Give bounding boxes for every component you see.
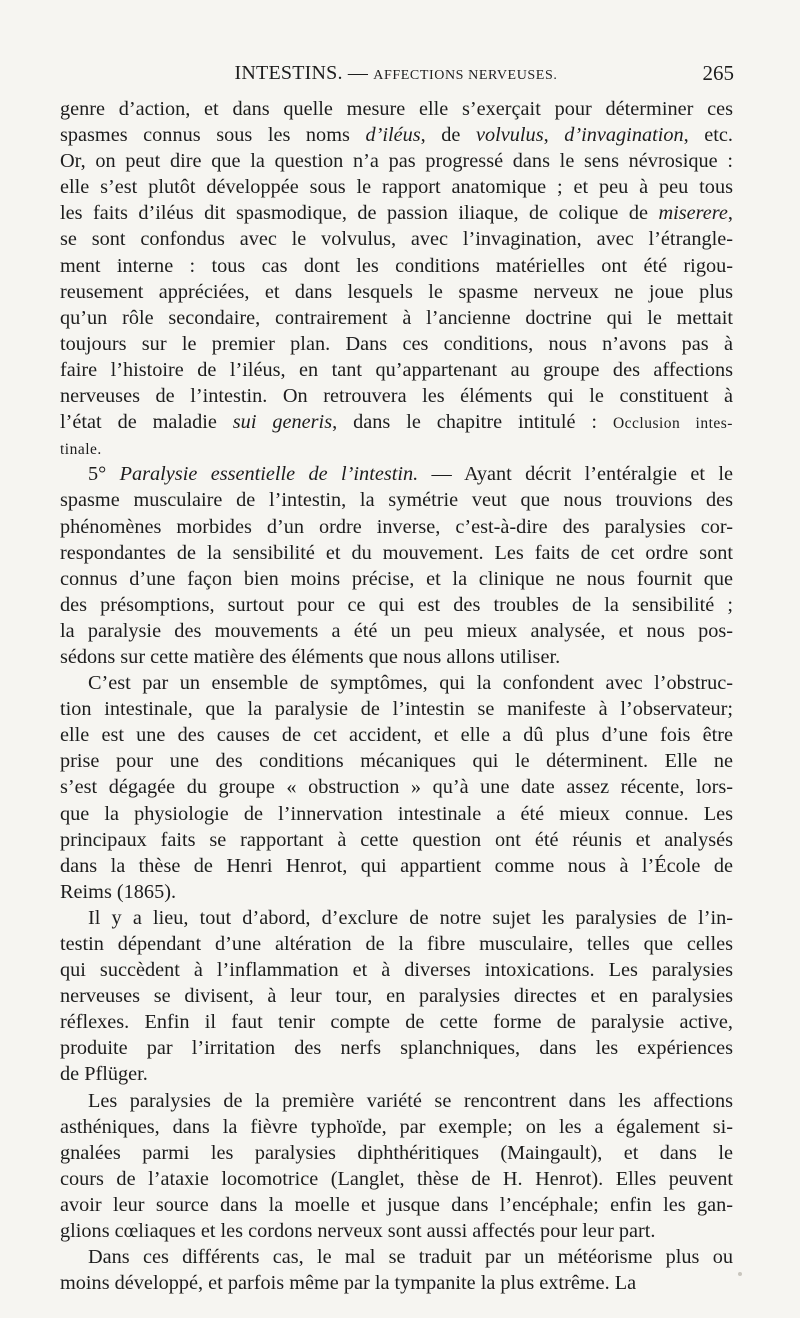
italic-text: miserere (658, 202, 728, 225)
text-line (60, 357, 733, 383)
text-run: Dans ces différents cas, le mal se traduit par un météorisme plus ou (88, 1246, 733, 1269)
text-run: cours de l’ataxie locomotrice (Langlet, thèse de H. Henrot). Elles peuvent (60, 1167, 733, 1190)
running-title (58, 58, 734, 91)
text-line (60, 253, 733, 279)
italic-text: volvulus (476, 124, 544, 147)
body-text (60, 96, 733, 1296)
text-run: — Ayant décrit l’entéralgie et le (418, 463, 733, 486)
running-header (58, 58, 734, 88)
small-caps-text: Occlusion intes- (612, 415, 733, 433)
text-run: elle est une des causes de cet accident, et elle a dû plus d’une fois être (60, 724, 733, 747)
text-line (60, 879, 733, 905)
text-run: qu’un rôle secondaire, contrairement à l’ancienne doctrine qui le mettait (60, 306, 733, 329)
text-run: genre d’action, et dans quelle mesure elle s’exerçait pour déterminer ces (60, 98, 733, 120)
running-title-separator: — (342, 62, 374, 84)
text-line (60, 1035, 733, 1061)
text-line (60, 1192, 733, 1218)
text-line (60, 540, 733, 566)
text-line (60, 566, 733, 592)
text-line (60, 514, 733, 540)
text-run: Les paralysies de la première variété se rencontrent dans les affections (88, 1089, 733, 1112)
text-line (60, 1244, 733, 1270)
text-run: ment interne : tous cas dont les conditions matérielles ont été rigou- (60, 254, 733, 277)
text-line (60, 801, 733, 827)
text-run: , de (420, 124, 476, 147)
text-run: qui succèdent à l’inflammation et à diverses intoxications. Les paralysies (60, 959, 733, 982)
text-run: Or, on peut dire que la question n’a pas progressé dans le sens névrosique : (60, 150, 733, 173)
text-run: spasmes connus sous les noms (60, 124, 366, 147)
text-run: principaux faits se rapportant à cette question ont été réunis et analysés (60, 828, 733, 851)
text-run: respondantes de la sensibilité et du mouvement. Les faits de cet ordre sont (60, 541, 733, 564)
text-run: produite par l’irritation des nerfs splanchniques, dans les expériences (60, 1037, 733, 1060)
running-title-subtitle: AFFECTIONS NERVEUSES. (373, 68, 558, 83)
text-line (60, 174, 733, 200)
text-run: gnalées parmi les paralysies diphthéritiques (Maingault), et dans le (60, 1141, 733, 1164)
text-line (60, 1140, 733, 1166)
text-run: s’est dégagée du groupe « obstruction » qu’à une date assez récente, lors- (60, 776, 733, 799)
text-line (60, 1166, 733, 1192)
italic-text: sui generis (232, 411, 333, 434)
paragraph (60, 905, 733, 1088)
text-line (60, 279, 733, 305)
text-run: nerveuses de l’intestin. On retrouvera les éléments qui le constituent à (60, 385, 733, 408)
text-run: avoir leur source dans la moelle et jusque dans l’encéphale; enfin les gan- (60, 1193, 733, 1216)
text-run: , dans le chapitre intitulé : (332, 411, 613, 434)
italic-text: d’iléus (365, 124, 421, 147)
text-line (60, 592, 733, 618)
text-run: faire l’histoire de l’iléus, en tant qu’appartenant au groupe des affections (60, 358, 733, 381)
text-line (60, 1088, 733, 1114)
text-line (60, 983, 733, 1009)
text-run: glions cœliaques et les cordons nerveux sont aussi affectés pour leur part. (60, 1220, 656, 1243)
italic-text: Paralysie essentielle de l’intestin. (119, 463, 419, 486)
text-line (60, 827, 733, 853)
text-run: moins développé, et parfois même par la tympanite la plus extrême. La (60, 1272, 637, 1295)
running-title-main: INTESTINS. (234, 62, 343, 84)
text-run: elle s’est plutôt développée sous le rapport anatomique ; et peu à peu tous (60, 176, 733, 199)
text-line (60, 618, 733, 644)
page-number: 265 (702, 61, 734, 85)
text-run: reusement appréciées, et dans lesquels le spasme nerveux ne joue plus (60, 280, 733, 303)
text-line (60, 670, 733, 696)
text-line (60, 305, 733, 331)
paragraph (60, 1088, 733, 1245)
text-line (60, 226, 733, 252)
text-line (60, 96, 733, 122)
text-run: testin dépendant d’une altération de la fibre musculaire, telles que celles (60, 933, 733, 955)
text-run: Il y a lieu, tout d’abord, d’exclure de notre sujet les paralysies de l’in- (88, 906, 733, 929)
text-line (60, 1009, 733, 1035)
text-run: les faits d’iléus dit spasmodique, de passion iliaque, de colique de (60, 202, 659, 225)
italic-text: d’invagination (564, 124, 684, 147)
text-run: de Pflüger. (60, 1063, 148, 1086)
text-run: , (543, 124, 565, 147)
text-line (60, 853, 733, 879)
text-line (60, 487, 733, 513)
text-line (60, 383, 733, 409)
text-line (60, 644, 733, 670)
paragraph (60, 1244, 733, 1296)
text-run: nerveuses se divisent, à leur tour, en paralysies directes et en paralysies (60, 985, 733, 1008)
text-run: la paralysie des mouvements a été un peu mieux analysée, et nous pos- (60, 619, 733, 642)
paragraph (60, 670, 733, 905)
text-run: prise pour une des conditions mécaniques qui le déterminent. Elle ne (60, 750, 733, 773)
text-run: Reims (1865). (60, 880, 177, 903)
text-run: réflexes. Enfin il faut tenir compte de cette forme de paralysie active, (60, 1011, 733, 1034)
text-run: des présomptions, surtout pour ce qui est des troubles de la sensibilité ; (60, 593, 733, 616)
text-line (60, 696, 733, 722)
text-line (60, 461, 733, 487)
text-line (60, 148, 733, 174)
text-line (60, 331, 733, 357)
text-line (60, 931, 733, 957)
text-run: se sont confondus avec le volvulus, avec l’invagination, avec l’étrangle- (60, 228, 733, 251)
text-line (60, 409, 733, 435)
text-line (60, 435, 733, 461)
text-run: toujours sur le premier plan. Dans ces conditions, nous n’avons pas à (60, 332, 733, 355)
paragraph (60, 96, 733, 461)
paper-speck (738, 1272, 742, 1276)
text-line (60, 722, 733, 748)
text-run: phénomènes morbides d’un ordre inverse, c’est-à-dire des paralysies cor- (60, 515, 733, 538)
small-caps-text: tinale. (60, 441, 102, 459)
text-run: que la physiologie de l’innervation intestinale a été mieux connue. Les (60, 802, 733, 825)
text-run: l’état de maladie (60, 411, 233, 434)
text-run: , etc. (683, 124, 733, 147)
text-line (60, 774, 733, 800)
text-run: C’est par un ensemble de symptômes, qui la confondent avec l’obstruc- (88, 672, 733, 695)
text-run: sédons sur cette matière des éléments que nous allons utiliser. (60, 645, 561, 668)
text-run: , (727, 202, 733, 225)
text-run: connus d’une façon bien moins précise, et la clinique ne nous fournit que (60, 567, 733, 590)
text-line (60, 905, 733, 931)
text-run: tion intestinale, que la paralysie de l’intestin se manifeste à l’observateur; (60, 698, 733, 721)
text-line (60, 200, 733, 226)
text-line (60, 957, 733, 983)
text-line (60, 748, 733, 774)
text-line (60, 1270, 733, 1296)
paragraph (60, 461, 733, 670)
text-line (60, 1114, 733, 1140)
text-line (60, 1218, 733, 1244)
text-run: dans la thèse de Henri Henrot, qui appartient comme nous à l’École de (60, 854, 733, 877)
text-run: 5° (88, 463, 120, 486)
text-line (60, 122, 733, 148)
text-line (60, 1061, 733, 1087)
text-run: spasme musculaire de l’intestin, la symétrie veut que nous trouvions des (60, 489, 733, 512)
text-run: asthéniques, dans la fièvre typhoïde, par exemple; on les a également si- (60, 1115, 733, 1138)
